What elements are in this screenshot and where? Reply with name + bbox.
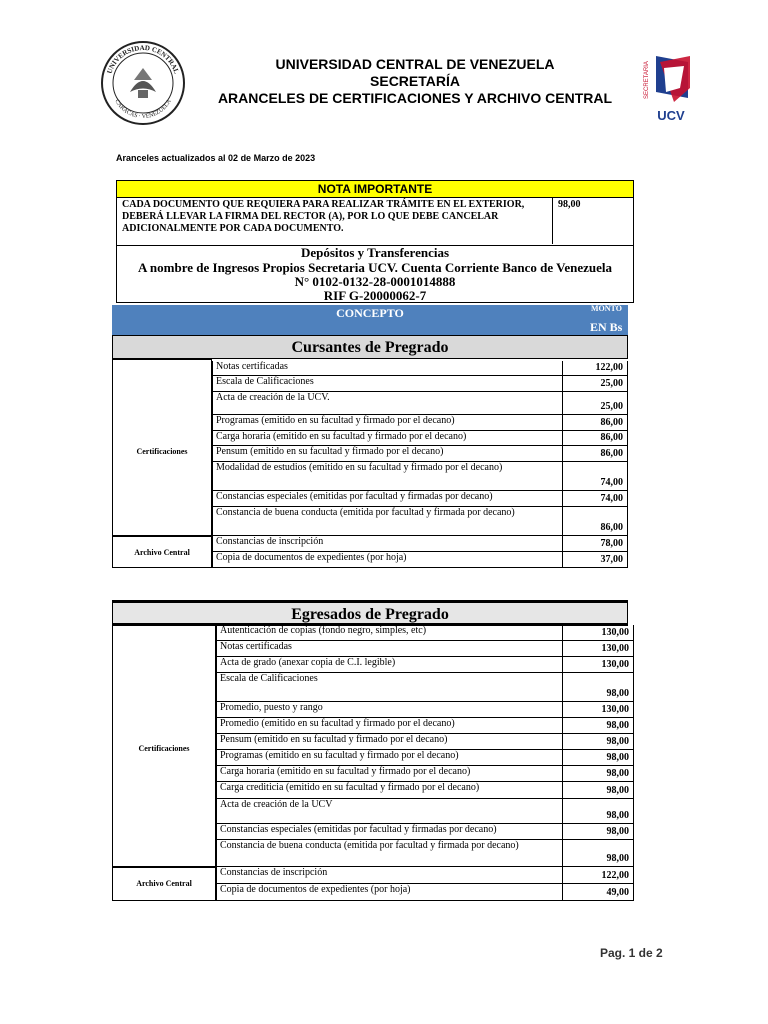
concept-cell: Promedio, puesto y rango <box>220 702 323 713</box>
concept-cell: Carga horaria (emitido en su facultad y firmado por el decano) <box>216 431 467 442</box>
amount-cell: 98,00 <box>606 768 629 779</box>
concept-cell: Constancia de buena conducta (emitida por facultad y firmada por decano) <box>220 840 519 851</box>
column-divider <box>562 766 563 782</box>
amount-cell: 98,00 <box>606 720 629 731</box>
en-bs-header: EN Bs <box>590 320 623 334</box>
concept-cell: Pensum (emitido en su facultad y firmado por el decano) <box>216 446 444 457</box>
table-row <box>216 734 634 750</box>
column-divider <box>562 536 563 552</box>
table-row <box>212 361 628 376</box>
table-row <box>216 641 634 657</box>
ucv-secretaria-logo <box>640 48 696 130</box>
concept-cell: Programas (emitido en su facultad y firmado por el decano) <box>216 415 455 426</box>
concept-cell: Acta de grado (anexar copia de C.I. legible) <box>220 657 396 668</box>
amount-cell: 86,00 <box>600 417 623 428</box>
table-row <box>212 552 628 568</box>
nota-text: CADA DOCUMENTO QUE REQUIERA PARA REALIZAR TRÁMITE EN EL EXTERIOR, DEBERÁ LLEVAR LA FIRMA DEL RECTOR (A), POR LO QUE DEBE CANCELAR ADICIONALMENTE POR CADA DOCUMENTO. <box>122 199 525 234</box>
column-divider <box>562 491 563 507</box>
column-divider <box>562 884 563 901</box>
table-row <box>212 462 628 491</box>
table-row <box>216 625 634 641</box>
amount-cell: 130,00 <box>601 704 629 715</box>
table-row <box>212 491 628 507</box>
concept-cell: Notas certificadas <box>216 361 288 372</box>
column-divider <box>562 702 563 718</box>
amount-cell: 74,00 <box>600 493 623 504</box>
amount-cell: 98,00 <box>606 826 629 837</box>
concept-cell: Constancias especiales (emitidas por facultad y firmadas por decano) <box>216 491 493 502</box>
amount-cell: 98,00 <box>606 785 629 796</box>
amount-cell: 130,00 <box>601 659 629 670</box>
category-archivo-2: Archivo Central <box>136 879 192 888</box>
university-seal-icon <box>100 40 186 126</box>
concept-cell: Escala de Calificaciones <box>220 673 318 684</box>
concept-cell: Constancias de inscripción <box>216 536 324 547</box>
amount-cell: 78,00 <box>600 538 623 549</box>
concept-cell: Autenticación de copias (fondo negro, simples, etc) <box>220 625 427 636</box>
column-divider <box>562 718 563 734</box>
amount-cell: 86,00 <box>600 432 623 443</box>
column-divider <box>562 799 563 824</box>
concept-cell: Copia de documentos de expedientes (por hoja) <box>216 552 407 563</box>
seal-top-text: UNIVERSIDAD CENTRAL <box>105 43 181 75</box>
category-certificaciones-2: Certificaciones <box>138 744 190 753</box>
page-number: Pag. 1 de 2 <box>600 946 663 960</box>
amount-cell: 130,00 <box>601 627 629 638</box>
concept-cell: Escala de Calificaciones <box>216 376 314 387</box>
concept-cell: Constancia de buena conducta (emitida por facultad y firmada por decano) <box>216 507 515 518</box>
table-row <box>216 750 634 766</box>
concept-cell: Constancias especiales (emitidas por facultad y firmadas por decano) <box>220 824 497 835</box>
table-row <box>216 799 634 824</box>
seal-bottom-text: CARACAS · VENEZUELA <box>113 98 173 121</box>
concept-cell: Carga horaria (emitido en su facultad y firmado por el decano) <box>220 766 471 777</box>
column-divider <box>562 625 563 641</box>
table-row <box>212 446 628 462</box>
logo-secretaria-text: SECRETARÍA <box>644 61 650 99</box>
concept-cell: Notas certificadas <box>220 641 292 652</box>
table-row <box>216 702 634 718</box>
table-row <box>216 657 634 673</box>
section-egresados-title: Egresados de Pregrado <box>112 600 628 626</box>
column-divider <box>562 361 563 376</box>
deposit-rif: RIF G-20000062-7 <box>323 288 427 303</box>
nota-divider <box>552 197 553 244</box>
concept-cell: Acta de creación de la UCV. <box>216 392 330 403</box>
amount-cell: 98,00 <box>606 736 629 747</box>
table-row <box>212 431 628 446</box>
column-divider <box>562 673 563 702</box>
column-divider <box>562 782 563 799</box>
column-divider <box>562 867 563 884</box>
header-aranceles: ARANCELES DE CERTIFICACIONES Y ARCHIVO CENTRAL <box>217 90 613 106</box>
header-university: UNIVERSIDAD CENTRAL DE VENEZUELA <box>275 56 555 72</box>
concept-cell: Carga crediticia (emitido en su facultad y firmado por el decano) <box>220 782 480 793</box>
column-divider <box>562 641 563 657</box>
logo-ucv-text: UCV <box>657 108 685 123</box>
svg-text:CARACAS · VENEZUELA <box>113 98 173 120</box>
amount-cell: 74,00 <box>600 477 623 488</box>
table-row <box>216 824 634 840</box>
column-divider <box>562 750 563 766</box>
amount-cell: 122,00 <box>595 362 623 373</box>
amount-cell: 25,00 <box>600 401 623 412</box>
amount-cell: 130,00 <box>601 643 629 654</box>
table-row <box>212 536 628 552</box>
header-secretaria: SECRETARÍA <box>370 73 460 89</box>
table-row <box>212 415 628 431</box>
amount-cell: 49,00 <box>606 887 629 898</box>
column-divider <box>562 446 563 462</box>
table-row <box>216 884 634 901</box>
monto-header: MONTO <box>591 304 622 313</box>
column-divider <box>562 392 563 415</box>
table-row <box>212 392 628 415</box>
concept-header: CONCEPTO <box>336 306 404 320</box>
amount-cell: 86,00 <box>600 448 623 459</box>
amount-cell: 98,00 <box>606 810 629 821</box>
table-row <box>216 766 634 782</box>
amount-cell: 86,00 <box>600 522 623 533</box>
deposit-account-holder: A nombre de Ingresos Propios Secretaria UCV. Cuenta Corriente Banco de Venezuela <box>138 260 612 275</box>
amount-cell: 98,00 <box>606 853 629 864</box>
table-row <box>216 867 634 884</box>
amount-cell: 98,00 <box>606 752 629 763</box>
table-row <box>212 376 628 392</box>
concept-cell: Modalidad de estudios (emitido en su facultad y firmado por el decano) <box>216 462 503 473</box>
column-divider <box>562 462 563 491</box>
column-divider <box>562 507 563 536</box>
amount-cell: 122,00 <box>601 870 629 881</box>
update-date: Aranceles actualizados al 02 de Marzo de 2023 <box>116 153 316 163</box>
table-row <box>212 507 628 536</box>
table-row <box>216 840 634 867</box>
table-row <box>216 718 634 734</box>
column-divider <box>562 734 563 750</box>
nota-title: NOTA IMPORTANTE <box>117 181 633 198</box>
column-divider <box>562 431 563 446</box>
nota-amount: 98,00 <box>558 199 581 210</box>
deposit-title: Depósitos y Transferencias <box>300 245 450 260</box>
column-divider <box>562 840 563 867</box>
amount-cell: 25,00 <box>600 378 623 389</box>
table-row <box>216 673 634 702</box>
concept-cell: Promedio (emitido en su facultad y firmado por el decano) <box>220 718 455 729</box>
concept-cell: Copia de documentos de expedientes (por hoja) <box>220 884 411 895</box>
section-cursantes-title: Cursantes de Pregrado <box>112 335 628 359</box>
column-divider <box>562 415 563 431</box>
amount-cell: 37,00 <box>600 554 623 565</box>
category-certificaciones-1: Certificaciones <box>136 447 188 456</box>
deposit-account-number: N° 0102-0132-28-0001014888 <box>294 274 456 289</box>
amount-cell: 98,00 <box>606 688 629 699</box>
column-divider <box>562 657 563 673</box>
concept-cell: Constancias de inscripción <box>220 867 328 878</box>
concept-cell: Pensum (emitido en su facultad y firmado por el decano) <box>220 734 448 745</box>
category-archivo-1: Archivo Central <box>134 548 190 557</box>
column-divider <box>562 552 563 568</box>
table-row <box>216 782 634 799</box>
column-divider <box>562 376 563 392</box>
concept-cell: Programas (emitido en su facultad y firmado por el decano) <box>220 750 459 761</box>
column-divider <box>562 824 563 840</box>
concept-cell: Acta de creación de la UCV <box>220 799 333 810</box>
